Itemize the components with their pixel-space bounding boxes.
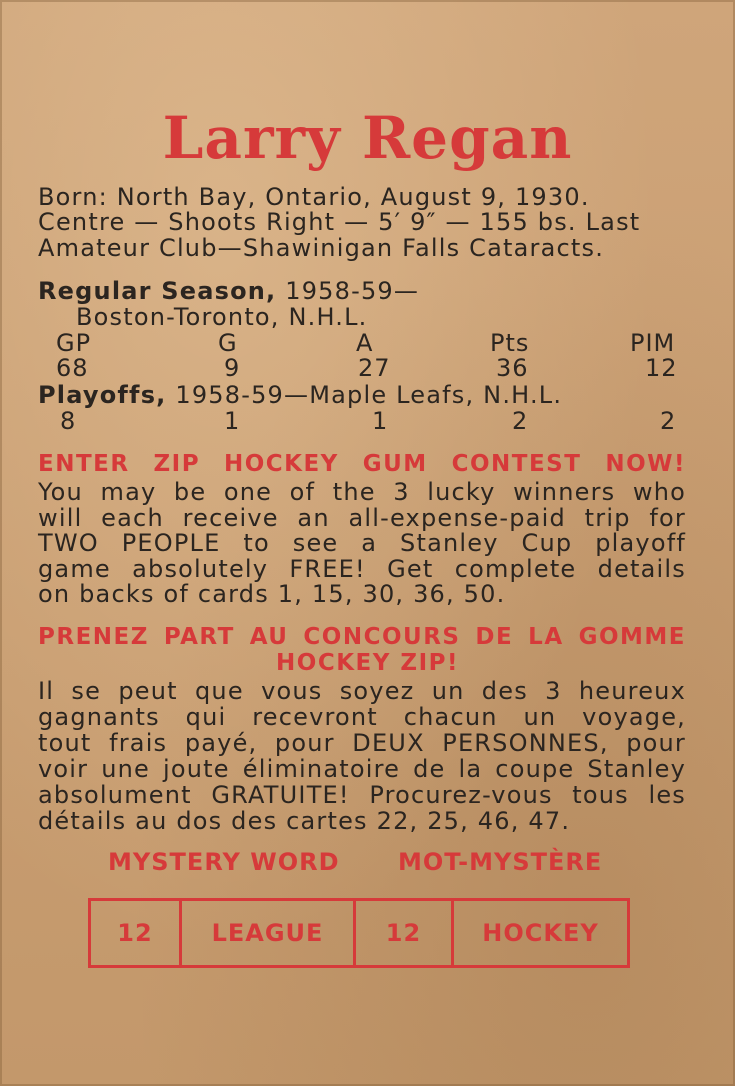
contest-fr-line-2: gagnants qui recevront chacun un voyage, xyxy=(38,703,686,731)
contest-en-line-3: TWO PEOPLE to see a Stanley Cup playoff xyxy=(38,529,686,557)
bio-line-3: Amateur Club—Shawinigan Falls Cataracts. xyxy=(38,234,605,262)
player-name: Larry Regan xyxy=(162,104,573,172)
header-g: G xyxy=(218,329,238,357)
mot-mystere-label: MOT-MYSTÈRE xyxy=(398,848,603,876)
regular-a: 27 xyxy=(358,354,391,382)
mystery-number-en: 12 xyxy=(117,919,153,947)
playoffs-detail: 1958-59—Maple Leafs, N.H.L. xyxy=(175,381,563,409)
mystery-word-box xyxy=(88,898,630,968)
playoffs-heading xyxy=(38,382,562,408)
playoff-gp: 8 xyxy=(60,407,77,435)
bio-line-2: Centre — Shoots Right — 5′ 9″ — 155 bs. Last xyxy=(38,208,641,236)
regular-season-team: Boston-Toronto, N.H.L. xyxy=(76,303,368,331)
contest-fr-line-5: absolument GRATUITE! Procurez-vous tous les xyxy=(38,781,686,809)
mystery-word-label: MYSTERY WORD xyxy=(108,848,340,876)
regular-gp: 68 xyxy=(56,354,89,382)
mystery-word-en: LEAGUE xyxy=(179,901,353,965)
contest-fr-line-3: tout frais payé, pour DEUX PERSONNES, pour xyxy=(38,729,686,757)
playoffs-label: Playoffs, xyxy=(38,381,167,409)
regular-season-heading xyxy=(38,278,419,304)
contest-en-line-4: game absolutely FREE! Get complete details xyxy=(38,555,686,583)
contest-headline-en: ENTER ZIP HOCKEY GUM CONTEST NOW! xyxy=(38,451,686,477)
playoff-a: 1 xyxy=(372,407,389,435)
contest-en-line-1: You may be one of the 3 lucky winners who xyxy=(38,478,686,506)
playoff-pim: 2 xyxy=(660,407,677,435)
contest-fr-line-4: voir une joute éliminatoire de la coupe Stanley xyxy=(38,755,686,783)
contest-fr-line-1: Il se peut que vous soyez un des 3 heureux xyxy=(38,677,686,705)
contest-en-line-5: on backs of cards 1, 15, 30, 36, 50. xyxy=(38,580,506,608)
bio-line-1: Born: North Bay, Ontario, August 9, 1930. xyxy=(38,183,590,211)
contest-en-line-2: will each receive an all-expense-paid trip for xyxy=(38,504,686,532)
regular-pts: 36 xyxy=(496,354,529,382)
regular-season-year: 1958-59— xyxy=(285,277,420,305)
contest-headline-fr-1: PRENEZ PART AU CONCOURS DE LA GOMME xyxy=(38,624,686,650)
contest-headline-fr-2: HOCKEY ZIP! xyxy=(276,650,459,676)
header-a: A xyxy=(356,329,374,357)
playoff-pts: 2 xyxy=(512,407,529,435)
regular-pim: 12 xyxy=(645,354,678,382)
playoff-g: 1 xyxy=(224,407,241,435)
mystery-word-fr: HOCKEY xyxy=(451,901,627,965)
header-pts: Pts xyxy=(490,329,530,357)
mystery-number-fr: 12 xyxy=(353,901,451,965)
regular-g: 9 xyxy=(224,354,241,382)
regular-season-label: Regular Season, xyxy=(38,277,277,305)
header-gp: GP xyxy=(56,329,92,357)
header-pim: PIM xyxy=(630,329,676,357)
contest-fr-line-6: détails au dos des cartes 22, 25, 46, 47. xyxy=(38,807,571,835)
